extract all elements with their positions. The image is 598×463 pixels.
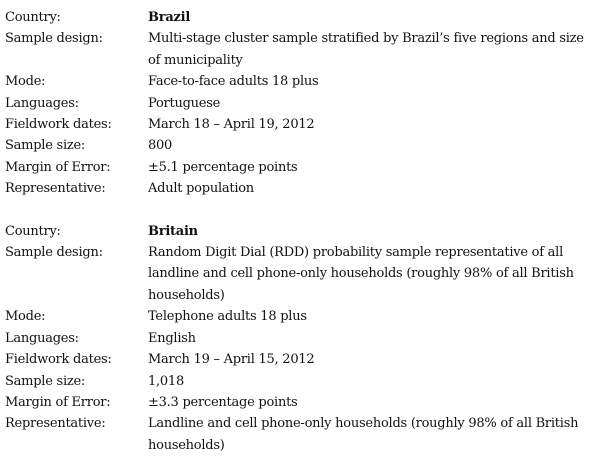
margin-of-error-label: Margin of Error: <box>5 159 111 175</box>
country-row <box>5 221 598 242</box>
fieldwork-dates-value: March 18 – April 19, 2012 <box>148 117 315 133</box>
sample-size-value: 800 <box>148 138 173 154</box>
mode-label: Mode: <box>5 74 46 90</box>
representative-value: Adult population <box>148 181 254 197</box>
country-value: Brazil <box>148 10 191 25</box>
representative-label: Representative: <box>5 181 106 197</box>
sample-size-value: 1,018 <box>148 373 184 389</box>
sample-size-row <box>5 135 598 156</box>
languages-label: Languages: <box>5 95 79 111</box>
country-value: Britain <box>148 223 198 239</box>
representative-value: Landline and cell phone-only households (roughly 98% of all British households) <box>148 416 579 453</box>
country-block-britain <box>5 221 598 456</box>
sample-design-label: Sample design: <box>5 245 103 261</box>
margin-of-error-row <box>5 157 598 178</box>
languages-label: Languages: <box>5 330 79 346</box>
fieldwork-dates-row <box>5 349 598 370</box>
country-block-brazil <box>5 7 598 200</box>
fieldwork-dates-label: Fieldwork dates: <box>5 117 112 133</box>
languages-value: Portuguese <box>148 95 221 111</box>
fieldwork-dates-row <box>5 114 598 135</box>
fieldwork-dates-label: Fieldwork dates: <box>5 352 112 368</box>
mode-row <box>5 306 598 327</box>
margin-of-error-row <box>5 392 598 413</box>
fieldwork-dates-value: March 19 – April 15, 2012 <box>148 352 315 368</box>
mode-label: Mode: <box>5 309 46 325</box>
languages-value: English <box>148 330 196 346</box>
mode-value: Telephone adults 18 plus <box>148 309 307 325</box>
sample-size-row <box>5 371 598 392</box>
representative-row <box>5 178 598 199</box>
country-label: Country: <box>5 10 61 25</box>
mode-value: Face-to-face adults 18 plus <box>148 74 319 90</box>
sample-design-label: Sample design: <box>5 31 103 47</box>
sample-design-row <box>5 28 598 71</box>
margin-of-error-value: ±3.3 percentage points <box>148 394 298 410</box>
country-row <box>5 7 598 28</box>
margin-of-error-label: Margin of Error: <box>5 394 111 410</box>
sample-design-value: Random Digit Dial (RDD) probability sample representative of all landline and cell phone-only households (roughly 98% of all British households) <box>148 245 574 303</box>
representative-label: Representative: <box>5 416 106 432</box>
margin-of-error-value: ±5.1 percentage points <box>148 159 298 175</box>
representative-row <box>5 413 598 456</box>
languages-row <box>5 328 598 349</box>
sample-design-value: Multi-stage cluster sample stratified by Brazil’s five regions and size of municipality <box>148 31 584 68</box>
sample-design-row <box>5 242 598 306</box>
languages-row <box>5 93 598 114</box>
country-label: Country: <box>5 223 61 239</box>
sample-size-label: Sample size: <box>5 373 86 389</box>
sample-size-label: Sample size: <box>5 138 86 154</box>
mode-row <box>5 71 598 92</box>
